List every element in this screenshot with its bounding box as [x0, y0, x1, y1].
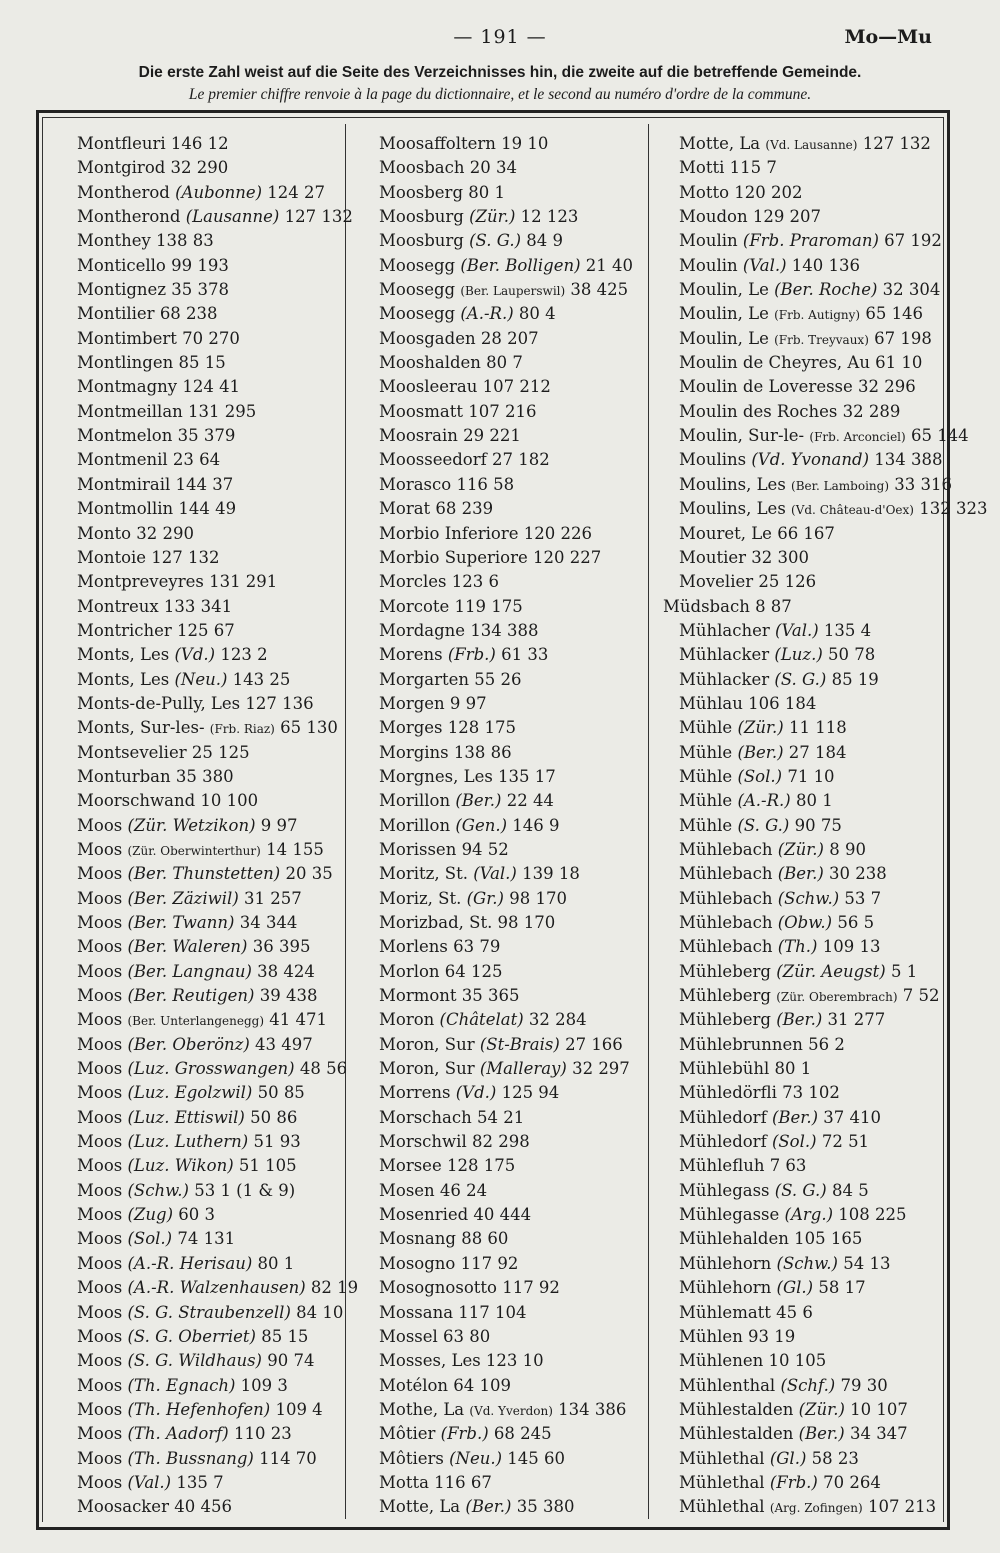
entry-canton: (Ber. Reutigen) [127, 986, 255, 1006]
index-entry: Morgen 9 97 [379, 693, 487, 713]
index-entry: Mühledörfli 73 102 [679, 1083, 840, 1103]
index-entry: Mordagne 134 388 [379, 620, 539, 640]
index-entry: Mormont 35 365 [379, 986, 520, 1006]
index-entry: Mühlehorn (Schw.) 54 13 [679, 1253, 891, 1273]
index-entry: Moos (Luz. Egolzwil) 50 85 [77, 1083, 305, 1103]
index-entry: Moos (Zug) 60 3 [77, 1205, 215, 1225]
entry-canton: (Ber. Unterlangenegg) [127, 1014, 265, 1029]
index-entry: Moos (Th. Aadorf) 110 23 [77, 1424, 292, 1444]
entry-canton: (Zür.) [469, 207, 516, 227]
entry-canton: (Vd.) [455, 1083, 497, 1103]
entry-canton: (Zür. Aeugst) [776, 961, 886, 981]
index-entry: Moos (Th. Egnach) 109 3 [77, 1375, 288, 1395]
entry-canton: (Vd. Yverdon) [469, 1403, 553, 1418]
index-entry: Mühlehorn (Gl.) 58 17 [679, 1278, 866, 1298]
index-entry: Mühlen 93 19 [679, 1326, 796, 1346]
index-entry: Morlon 64 125 [379, 961, 503, 981]
index-entry: Mühlegass (S. G.) 84 5 [679, 1180, 869, 1200]
index-entry: Movelier 25 126 [679, 572, 817, 592]
entry-canton: (Zür. Wetzikon) [127, 815, 256, 835]
entry-canton: (St-Brais) [479, 1034, 560, 1054]
index-entry: Mühlebach (Ber.) 30 238 [679, 864, 887, 884]
index-entry: Monts-de-Pully, Les 127 136 [77, 693, 314, 713]
index-entry: Motte, La (Vd. Lausanne) 127 132 [679, 134, 931, 153]
entry-canton: (Schw.) [776, 1253, 838, 1273]
index-entry: Mossana 117 104 [379, 1302, 527, 1322]
index-entry: Morat 68 239 [379, 499, 494, 519]
index-entry: Moosleerau 107 212 [379, 377, 551, 397]
entry-canton: (Gl.) [776, 1278, 814, 1298]
index-entry: Moos (Luz. Grosswangen) 48 56 [77, 1059, 348, 1079]
index-entry: Montherond (Lausanne) 127 132 [77, 207, 353, 227]
index-entry: Mühlau 106 184 [679, 693, 817, 713]
index-entry: Moulin (Frb. Praroman) 67 192 [679, 231, 942, 251]
entry-canton: (Luz. Grosswangen) [127, 1059, 295, 1079]
index-entry: Mühlacker (Luz.) 50 78 [679, 645, 876, 665]
index-entry: Mosen 46 24 [379, 1180, 488, 1200]
entry-canton: (Zür. Oberwinterthur) [127, 843, 261, 858]
entry-canton: (Vd. Yvonand) [751, 450, 870, 470]
index-entry: Moos (Zür. Wetzikon) 9 97 [77, 815, 298, 835]
index-entry: Montilier 68 238 [77, 304, 218, 324]
index-entry: Moosegg (A.-R.) 80 4 [379, 304, 556, 324]
entry-canton: (Neu.) [449, 1448, 503, 1468]
index-entry: Morlens 63 79 [379, 937, 501, 957]
entry-canton: (Frb. Arconciel) [809, 430, 906, 445]
index-entry: Moulin (Val.) 140 136 [679, 255, 861, 275]
index-column-1 [77, 132, 358, 1520]
index-entry: Morges 128 175 [379, 718, 516, 738]
entry-canton: (S. G.) [469, 231, 522, 251]
index-entry: Montgirod 32 290 [77, 158, 229, 178]
index-entry: Morschwil 82 298 [379, 1132, 530, 1152]
subtitle-french: Le premier chiffre renvoie à la page du dictionnaire, et le second au numéro d'ordre de la commune. [188, 86, 812, 103]
index-entry: Moulins, Les (Vd. Château-d'Oex) 132 323 [679, 499, 988, 519]
index-entry: Moosburg (S. G.) 84 9 [379, 231, 564, 251]
index-column-3 [663, 132, 988, 1520]
index-entry: Moosegg (Ber. Lauperswil) 38 425 [379, 280, 629, 300]
index-entry: Montfleuri 146 12 [77, 134, 229, 153]
entry-canton: (Frb. Treyvaux) [774, 332, 869, 347]
index-entry: Monts, Sur-les- (Frb. Riaz) 65 130 [77, 718, 338, 738]
index-entry: Mühlehalden 105 165 [679, 1229, 863, 1249]
entry-canton: (Frb. Autigny) [774, 308, 861, 323]
index-entry: Moos (Ber. Langnau) 38 424 [77, 961, 315, 981]
index-entry: Moos (Luz. Wikon) 51 105 [77, 1156, 297, 1176]
index-entry: Mossel 63 80 [379, 1326, 491, 1346]
index-entry: Moos (Ber. Zäziwil) 31 257 [77, 888, 302, 908]
entry-canton: (Luz. Ettiswil) [127, 1107, 245, 1127]
index-entry: Mühledorf (Ber.) 37 410 [679, 1107, 882, 1127]
index-entry: Motélon 64 109 [379, 1375, 512, 1395]
index-entry: Morcles 123 6 [379, 572, 499, 592]
index-entry: Moos (Ber. Thunstetten) 20 35 [77, 864, 333, 884]
entry-canton: (Ber. Waleren) [127, 937, 248, 957]
index-entry: Morillon (Gen.) 146 9 [379, 815, 560, 835]
index-entry: Moulin de Loveresse 32 296 [679, 377, 916, 397]
index-entry: Morbio Inferiore 120 226 [379, 523, 592, 543]
entry-canton: (Ber. Bolligen) [460, 255, 581, 275]
entry-canton: (Malleray) [479, 1059, 567, 1079]
entry-canton: (A.-R. Walzenhausen) [127, 1278, 306, 1298]
index-entry: Mühlematt 45 6 [679, 1302, 813, 1322]
entry-canton: (Ber. Zäziwil) [127, 888, 239, 908]
entry-canton: (Zür.) [798, 1399, 845, 1419]
index-entry: Montsevelier 25 125 [77, 742, 250, 762]
entry-canton: (Ber.) [776, 1010, 823, 1030]
index-entry: Mühleberg (Zür. Aeugst) 5 1 [679, 961, 918, 981]
entry-canton: (Val.) [473, 864, 517, 884]
entry-canton: (Ber. Lamboing) [791, 478, 890, 493]
index-entry: Mühlebach (Obw.) 56 5 [679, 913, 875, 932]
index-entry: Moron (Châtelat) 32 284 [379, 1010, 587, 1030]
index-entry: Montmagny 124 41 [77, 377, 241, 397]
entry-canton: (Ber. Langnau) [127, 961, 252, 981]
entry-canton: (Ber.) [798, 1424, 845, 1444]
index-entry: Moos (A.-R. Herisau) 80 1 [77, 1253, 295, 1273]
index-entry: Moosberg 80 1 [379, 182, 505, 202]
index-entry: Mühledorf (Sol.) 72 51 [679, 1132, 870, 1152]
index-entry: Morgnes, Les 135 17 [379, 766, 556, 786]
index-entry: Morgins 138 86 [379, 742, 512, 762]
index-entry: Morgarten 55 26 [379, 669, 522, 689]
entry-canton: (Châtelat) [439, 1010, 524, 1030]
index-entry: Mühleberg (Ber.) 31 277 [679, 1010, 886, 1030]
index-entry: Montmirail 144 37 [77, 474, 234, 494]
index-entry: Mosses, Les 123 10 [379, 1351, 544, 1371]
index-entry: Moulin, Le (Frb. Autigny) 65 146 [679, 304, 924, 324]
index-entry: Moos (Th. Bussnang) 114 70 [77, 1448, 317, 1468]
entry-canton: (A.-R. Herisau) [127, 1253, 253, 1273]
index-entry: Mühlebrunnen 56 2 [679, 1034, 845, 1054]
index-entry: Montimbert 70 270 [77, 328, 240, 348]
entry-canton: (Gr.) [466, 888, 504, 908]
index-entry: Mosnang 88 60 [379, 1229, 509, 1249]
entry-canton: (Arg.) [784, 1205, 834, 1225]
index-entry: Mühleberg (Zür. Oberembrach) 7 52 [679, 986, 940, 1006]
entry-canton: (A.-R.) [460, 304, 514, 324]
index-entry: Moosgaden 28 207 [379, 328, 539, 348]
entry-canton: (Frb. Praroman) [742, 231, 879, 251]
index-entry: Morschach 54 21 [379, 1107, 525, 1127]
entry-canton: (Sol.) [737, 766, 783, 786]
entry-canton: (Schw.) [127, 1180, 189, 1200]
index-entry: Montoie 127 132 [77, 547, 220, 567]
entry-canton: (A.-R.) [737, 791, 791, 811]
index-entry: Mühlebach (Schw.) 53 7 [679, 888, 882, 908]
entry-canton: (Frb.) [447, 645, 496, 665]
index-entry: Morasco 116 58 [379, 474, 515, 494]
index-entry: Moosseedorf 27 182 [379, 450, 550, 470]
index-entry: Morcote 119 175 [379, 596, 523, 616]
index-entry: Moulin des Roches 32 289 [679, 401, 901, 421]
index-entry: Moos (Luz. Luthern) 51 93 [77, 1132, 301, 1152]
entry-canton: (Val.) [127, 1472, 172, 1492]
index-entry: Moos (Sol.) 74 131 [77, 1229, 236, 1249]
index-entry: Moron, Sur (Malleray) 32 297 [379, 1059, 630, 1079]
index-entry: Mühle (Sol.) 71 10 [679, 766, 835, 786]
index-entry: Mühlenthal (Schf.) 79 30 [679, 1375, 888, 1395]
index-entry: Mühle (A.-R.) 80 1 [679, 791, 833, 811]
index-entry: Mosenried 40 444 [379, 1205, 532, 1225]
index-entry: Moos (Ber. Twann) 34 344 [77, 913, 298, 932]
entry-canton: (Lausanne) [185, 207, 280, 227]
index-entry: Moritz, St. (Val.) 139 18 [379, 864, 580, 884]
index-entry: Mothe, La (Vd. Yverdon) 134 386 [379, 1399, 627, 1419]
index-entry: Mühlethal (Gl.) 58 23 [679, 1448, 859, 1468]
entry-canton: (Schw.) [777, 888, 840, 908]
entry-canton: (S. G.) [737, 815, 790, 835]
index-entry: Montmelon 35 379 [77, 426, 236, 446]
index-entry: Montmenil 23 64 [77, 450, 221, 470]
entry-canton: (Ber. Oberönz) [127, 1034, 250, 1054]
entry-canton: (Luz.) [774, 645, 823, 665]
index-entry: Moos (Schw.) 53 1 (1 & 9) [77, 1180, 296, 1200]
entry-canton: (Val.) [775, 620, 819, 640]
index-entry: Montricher 125 67 [77, 620, 235, 640]
index-entry: Monturban 35 380 [77, 766, 234, 786]
entry-canton: (Ber. Thunstetten) [127, 864, 281, 884]
index-entry: Montmeillan 131 295 [77, 401, 257, 421]
entry-canton: (Gen.) [455, 815, 508, 835]
index-entry: Morens (Frb.) 61 33 [379, 645, 549, 665]
entry-canton: (Zür.) [737, 718, 784, 738]
index-entry: Moulin, Le (Frb. Treyvaux) 67 198 [679, 328, 932, 348]
index-entry: Mühlestalden (Ber.) 34 347 [679, 1424, 908, 1444]
entry-canton: (Th. Egnach) [127, 1375, 236, 1395]
index-entry: Mühlebühl 80 1 [679, 1059, 812, 1079]
entry-canton: (Ber.) [771, 1107, 819, 1127]
index-entry: Moosrain 29 221 [379, 426, 521, 446]
index-entry: Moos (Ber. Reutigen) 39 438 [77, 986, 318, 1006]
index-entry: Moos (Ber. Unterlangenegg) 41 471 [77, 1010, 327, 1030]
index-entry: Mooshalden 80 7 [379, 353, 523, 373]
index-entry: Mühlacker (S. G.) 85 19 [679, 669, 879, 689]
index-entry: Moos (Zür. Oberwinterthur) 14 155 [77, 839, 324, 859]
index-entry: Moos (A.-R. Walzenhausen) 82 19 [77, 1278, 359, 1298]
index-entry: Moosacker 40 456 [77, 1497, 232, 1517]
index-entry: Motto 120 202 [679, 182, 803, 202]
entry-canton: (Zür. Oberembrach) [776, 990, 898, 1005]
entry-canton: (Luz. Wikon) [127, 1156, 234, 1176]
entry-canton: (Vd. Château-d'Oex) [791, 503, 914, 518]
index-entry: Monticello 99 193 [77, 255, 229, 275]
entry-canton: (Val.) [742, 255, 787, 275]
index-entry: Morillon (Ber.) 22 44 [379, 791, 554, 811]
index-entry: Montmollin 144 49 [77, 499, 237, 519]
index-entry: Montlingen 85 15 [77, 353, 226, 373]
index-entry: Moos (Luz. Ettiswil) 50 86 [77, 1107, 298, 1127]
entry-canton: (Th. Bussnang) [127, 1448, 254, 1468]
column-divider [648, 124, 649, 1519]
subtitle-german: Die erste Zahl weist auf die Seite des Verzeichnisses hin, die zweite auf die betreffende Gemeinde. [138, 64, 862, 81]
index-entry: Monts, Les (Neu.) 143 25 [77, 669, 291, 689]
index-entry: Moos (Th. Hefenhofen) 109 4 [77, 1399, 323, 1419]
index-entry: Moulin de Cheyres, Au 61 10 [679, 353, 923, 373]
index-entry: Moos (Val.) 135 7 [77, 1472, 224, 1492]
index-entry: Mühlestalden (Zür.) 10 107 [679, 1399, 908, 1419]
index-entry: Morissen 94 52 [379, 839, 509, 859]
entry-canton: (Aubonne) [175, 182, 263, 202]
index-entry: Moos (S. G. Wildhaus) 90 74 [77, 1351, 315, 1371]
entry-canton: (Luz. Egolzwil) [127, 1083, 253, 1103]
index-entry: Moosbach 20 34 [379, 158, 517, 178]
index-entry: Môtier (Frb.) 68 245 [379, 1424, 552, 1444]
index-entry: Motte, La (Ber.) 35 380 [379, 1497, 575, 1517]
index-entry: Müdsbach 8 87 [663, 596, 792, 616]
entry-canton: (Luz. Luthern) [127, 1132, 249, 1152]
index-entry: Moosaffoltern 19 10 [379, 134, 549, 153]
index-entry: Mühlethal (Frb.) 70 264 [679, 1472, 881, 1492]
index-entry: Mouret, Le 66 167 [679, 523, 835, 543]
index-entry: Mühlethal (Arg. Zofingen) 107 213 [679, 1497, 937, 1517]
page-number: — 191 — [453, 26, 547, 48]
index-entry: Moulins (Vd. Yvonand) 134 388 [679, 450, 943, 470]
index-entry: Moulin, Sur-le- (Frb. Arconciel) 65 144 [679, 426, 969, 446]
index-entry: Montpreveyres 131 291 [77, 572, 278, 592]
entry-canton: (Frb.) [440, 1424, 489, 1444]
entry-canton: (S. G.) [774, 1180, 827, 1200]
index-column-2 [379, 132, 633, 1520]
entry-canton: (Schf.) [780, 1375, 836, 1395]
index-entry: Mühle (S. G.) 90 75 [679, 815, 842, 835]
index-entry: Mosognosotto 117 92 [379, 1278, 560, 1298]
entry-canton: (Frb. Riaz) [209, 722, 275, 737]
index-entry: Mühle (Ber.) 27 184 [679, 742, 847, 762]
index-entry: Mühlenen 10 105 [679, 1351, 827, 1371]
index-entry: Mühlegasse (Arg.) 108 225 [679, 1205, 907, 1225]
entry-canton: (Ber.) [465, 1497, 512, 1517]
entry-canton: (S. G. Wildhaus) [127, 1351, 262, 1371]
entry-canton: (Sol.) [771, 1132, 817, 1152]
entry-canton: (Sol.) [127, 1229, 173, 1249]
entry-canton: (Ber. Roche) [774, 280, 878, 300]
entry-canton: (Ber.) [455, 791, 502, 811]
index-entry: Morbio Superiore 120 227 [379, 547, 602, 567]
index-entry: Mühle (Zür.) 11 118 [679, 718, 847, 738]
entry-canton: (S. G. Oberriet) [127, 1326, 256, 1346]
index-entry: Montherod (Aubonne) 124 27 [77, 182, 326, 202]
index-entry: Moosburg (Zür.) 12 123 [379, 207, 579, 227]
entry-canton: (Ber.) [777, 864, 824, 884]
index-entry: Monthey 138 83 [77, 231, 214, 251]
entry-canton: (Th. Aadorf) [127, 1424, 229, 1444]
entry-canton: (Ber. Twann) [127, 913, 235, 932]
index-entry: Morsee 128 175 [379, 1156, 516, 1176]
index-entry: Mühlefluh 7 63 [679, 1156, 807, 1176]
index-entry: Môtiers (Neu.) 145 60 [379, 1448, 566, 1468]
index-entry: Moutier 32 300 [679, 547, 809, 567]
index-entry: Monts, Les (Vd.) 123 2 [77, 645, 268, 665]
index-entry: Motti 115 7 [679, 158, 777, 178]
entry-canton: (Frb.) [769, 1472, 818, 1492]
index-entry: Monto 32 290 [77, 523, 194, 543]
index-entry: Morizbad, St. 98 170 [379, 913, 556, 932]
index-range: Mo—Mu [844, 26, 932, 48]
entry-canton: (Th.) [777, 937, 818, 957]
index-entry: Montreux 133 341 [77, 596, 233, 616]
index-entry: Moulin, Le (Ber. Roche) 32 304 [679, 280, 941, 300]
entry-canton: (Th. Hefenhofen) [127, 1399, 271, 1419]
index-entry: Moosmatt 107 216 [379, 401, 537, 421]
entry-canton: (Zug) [127, 1205, 174, 1225]
entry-canton: (S. G.) [774, 669, 827, 689]
index-entry: Mühlebach (Th.) 109 13 [679, 937, 881, 957]
index-entry: Mühlebach (Zür.) 8 90 [679, 839, 866, 859]
index-entry: Moos (S. G. Oberriet) 85 15 [77, 1326, 309, 1346]
index-entry: Moos (Ber. Waleren) 36 395 [77, 937, 311, 957]
index-entry: Moosegg (Ber. Bolligen) 21 40 [379, 255, 634, 275]
index-entry: Mühlacher (Val.) 135 4 [679, 620, 872, 640]
index-entry: Motta 116 67 [379, 1472, 492, 1492]
index-entry: Moorschwand 10 100 [77, 791, 259, 811]
index-entry: Mosogno 117 92 [379, 1253, 519, 1273]
entry-canton: (Gl.) [769, 1448, 807, 1468]
entry-canton: (Ber. Lauperswil) [460, 284, 566, 299]
index-entry: Moriz, St. (Gr.) 98 170 [379, 888, 567, 908]
index-entry: Morrens (Vd.) 125 94 [379, 1083, 560, 1103]
index-entry: Moos (S. G. Straubenzell) 84 10 [77, 1302, 344, 1322]
entry-canton: (Zür.) [777, 839, 824, 859]
entry-canton: (S. G. Straubenzell) [127, 1302, 291, 1322]
entry-canton: (Arg. Zofingen) [769, 1501, 863, 1516]
page-header [0, 0, 1000, 110]
entry-canton: (Ber.) [737, 742, 784, 762]
entry-canton: (Vd. Lausanne) [765, 138, 858, 152]
entry-canton: (Vd.) [174, 645, 216, 665]
index-entry: Moos (Ber. Oberönz) 43 497 [77, 1034, 313, 1054]
index-entry: Moron, Sur (St-Brais) 27 166 [379, 1034, 623, 1054]
entry-canton: (Neu.) [174, 669, 228, 689]
index-entry: Montignez 35 378 [77, 280, 229, 300]
index-entry: Moudon 129 207 [679, 207, 822, 227]
entry-canton: (Obw.) [777, 913, 833, 932]
index-entry: Moulins, Les (Ber. Lamboing) 33 316 [679, 474, 953, 494]
